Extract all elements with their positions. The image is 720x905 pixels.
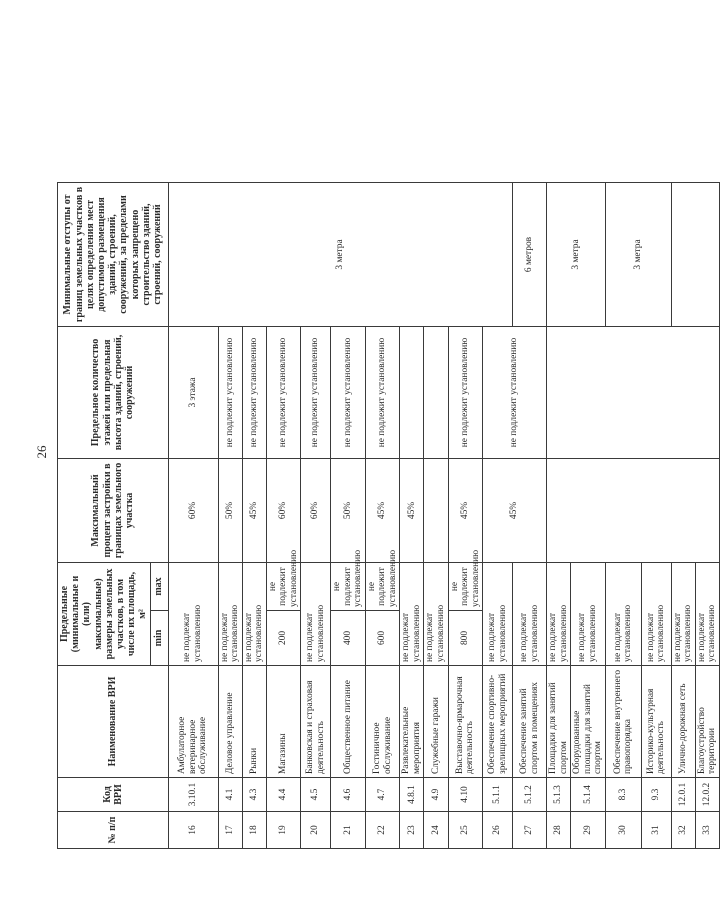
row-name: Историко-культурная деятельность: [641, 666, 671, 778]
table-row: [483, 51, 513, 848]
row-name: Улично-дорожная сеть: [671, 666, 695, 778]
rotated-table-container: [57, 52, 718, 849]
row-code: 4.8.1: [400, 778, 424, 812]
row-num: 32: [671, 812, 695, 849]
build-percent-cell: 60%: [266, 458, 301, 562]
row-num: 30: [605, 812, 641, 849]
row-name: Банковская и страховая деятельность: [301, 666, 331, 778]
table-row: [424, 51, 448, 848]
header-num: № п/п: [58, 812, 169, 849]
area-cell: не подлежат установлению: [168, 562, 218, 665]
build-percent-cell: [424, 458, 448, 562]
row-code: 4.3: [242, 778, 266, 812]
header-code: Код ВРИ: [58, 778, 169, 812]
area-cell: не подлежат установлению: [671, 562, 695, 665]
floors-cell: не подлежит установлению: [218, 326, 242, 458]
area-cell: не подлежат установлению: [301, 562, 331, 665]
build-percent-cell: 45%: [448, 458, 483, 562]
header-floors: Предельное количество этажей или предельная высота зданий, строений, сооружений: [58, 326, 169, 458]
row-num: 31: [641, 812, 671, 849]
area-cell: не подлежат установлению: [571, 562, 606, 665]
row-name: Благоустройство территории: [695, 666, 719, 778]
area-cell: не подлежат установлению: [513, 562, 547, 665]
floors-cell: не подлежит установлению: [242, 326, 266, 458]
row-num: 18: [242, 812, 266, 849]
floors-cell: не подлежит установлению: [365, 326, 400, 458]
floors-cell: не подлежит установлению: [331, 326, 366, 458]
row-name: Площадки для занятий спортом: [547, 666, 571, 778]
floors-cell: [400, 326, 424, 458]
table-row: [218, 51, 242, 848]
row-code: 4.5: [301, 778, 331, 812]
floors-cell: не подлежит установлению: [448, 326, 483, 458]
area-cell: не подлежат установлению: [547, 562, 571, 665]
table-row: [547, 51, 571, 848]
row-num: 26: [483, 812, 513, 849]
row-code: 5.1.2: [513, 778, 547, 812]
header-build-percent: Максимальный процент застройки в границах земельного участка: [58, 458, 169, 562]
row-num: 24: [424, 812, 448, 849]
row-code: 12.0.1: [671, 778, 695, 812]
row-name: Обеспечение спортивно-зрелищных мероприятий: [483, 666, 513, 778]
row-name: Рынки: [242, 666, 266, 778]
header-area-max: max: [150, 562, 168, 610]
row-code: 4.7: [365, 778, 400, 812]
row-code: 4.1: [218, 778, 242, 812]
table-row: [400, 51, 424, 848]
row-name: Обеспечение внутреннего правопорядка: [605, 666, 641, 778]
row-num: 20: [301, 812, 331, 849]
floors-cell: [424, 326, 448, 458]
area-cell: не подлежат установлению: [218, 562, 242, 665]
row-num: 19: [266, 812, 301, 849]
area-max-cell: не подлежит установлению: [331, 562, 366, 610]
row-num: 21: [331, 812, 366, 849]
row-num: 22: [365, 812, 400, 849]
row-code: 9.3: [641, 778, 671, 812]
floors-cell: [547, 326, 720, 458]
row-num: 16: [168, 812, 218, 849]
setback-cell: 3 метра: [547, 182, 606, 326]
area-min-cell: 800: [448, 611, 483, 666]
row-name: Развлекательные мероприятия: [400, 666, 424, 778]
row-code: 4.4: [266, 778, 301, 812]
area-cell: не подлежат установлению: [641, 562, 671, 665]
build-percent-cell: 50%: [331, 458, 366, 562]
floors-cell: 3 этажа: [168, 326, 218, 458]
build-percent-cell: 60%: [168, 458, 218, 562]
row-name: Оборудованные площадки для занятий спортом: [571, 666, 606, 778]
row-num: 23: [400, 812, 424, 849]
row-code: 5.1.1: [483, 778, 513, 812]
table-row: [168, 51, 218, 848]
area-cell: не подлежат установлению: [400, 562, 424, 665]
floors-cell: не подлежит установлению: [483, 326, 547, 458]
table-row: [301, 51, 331, 848]
row-num: 27: [513, 812, 547, 849]
area-min-cell: 400: [331, 611, 366, 666]
row-num: 33: [695, 812, 719, 849]
table-row: [242, 51, 266, 848]
area-cell: не подлежат установлению: [695, 562, 719, 665]
table-row: [448, 51, 483, 848]
row-name: Служебные гаражи: [424, 666, 448, 778]
build-percent-cell: [547, 458, 720, 562]
row-code: 5.1.3: [547, 778, 571, 812]
floors-cell: не подлежит установлению: [266, 326, 301, 458]
row-name: Общественное питание: [331, 666, 366, 778]
row-code: 5.1.4: [571, 778, 606, 812]
row-num: 29: [571, 812, 606, 849]
setback-cell: 3 метра: [605, 182, 671, 326]
header-name: Наименование ВРИ: [58, 666, 169, 778]
header-setback: Минимальные отступы от границ земельных участков в целях определения мест допустимого размещения зданий, строений, сооружений, за пределами которых запрещено строительство зданий, строений, сооружений: [58, 182, 169, 326]
build-percent-cell: 45%: [400, 458, 424, 562]
row-num: 28: [547, 812, 571, 849]
setback-cell: 3 метра: [168, 182, 513, 326]
row-name: Деловое управление: [218, 666, 242, 778]
row-name: Гостиничное обслуживание: [365, 666, 400, 778]
row-code: 3.10.1: [168, 778, 218, 812]
build-percent-cell: 45%: [483, 458, 547, 562]
row-code: 4.6: [331, 778, 366, 812]
row-code: 4.10: [448, 778, 483, 812]
build-percent-cell: 45%: [365, 458, 400, 562]
row-name: Магазины: [266, 666, 301, 778]
area-cell: не подлежат установлению: [424, 562, 448, 665]
build-percent-cell: 45%: [242, 458, 266, 562]
build-percent-cell: 50%: [218, 458, 242, 562]
regulations-table: [57, 51, 720, 849]
page-number: 26: [34, 445, 49, 459]
area-max-cell: не подлежит установлению: [266, 562, 301, 610]
row-name: Выставочно-ярмарочная деятельность: [448, 666, 483, 778]
floors-cell: не подлежит установлению: [301, 326, 331, 458]
area-min-cell: 200: [266, 611, 301, 666]
row-name: Обеспечение занятий спортом в помещениях: [513, 666, 547, 778]
area-min-cell: 600: [365, 611, 400, 666]
table-row: [266, 51, 301, 848]
area-max-cell: не подлежит установлению: [365, 562, 400, 610]
setback-cell: 6 метров: [513, 182, 547, 326]
row-num: 25: [448, 812, 483, 849]
row-code: 12.0.2: [695, 778, 719, 812]
header-area-min: min: [150, 611, 168, 666]
row-code: 8.3: [605, 778, 641, 812]
build-percent-cell: 60%: [301, 458, 331, 562]
row-num: 17: [218, 812, 242, 849]
row-code: 4.9: [424, 778, 448, 812]
setback-cell: [671, 182, 719, 326]
table-row: [331, 51, 366, 848]
area-cell: не подлежат установлению: [242, 562, 266, 665]
area-cell: не подлежат установлению: [605, 562, 641, 665]
area-max-cell: не подлежит установлению: [448, 562, 483, 610]
table-row: [365, 51, 400, 848]
header-area-group: Предельные (минимальные и (или) максимальные) размеры земельных участков, в том числе их площадь, м²: [58, 562, 151, 665]
row-name: Амбулаторное ветеринарное обслуживание: [168, 666, 218, 778]
area-cell: не подлежат установлению: [483, 562, 513, 665]
